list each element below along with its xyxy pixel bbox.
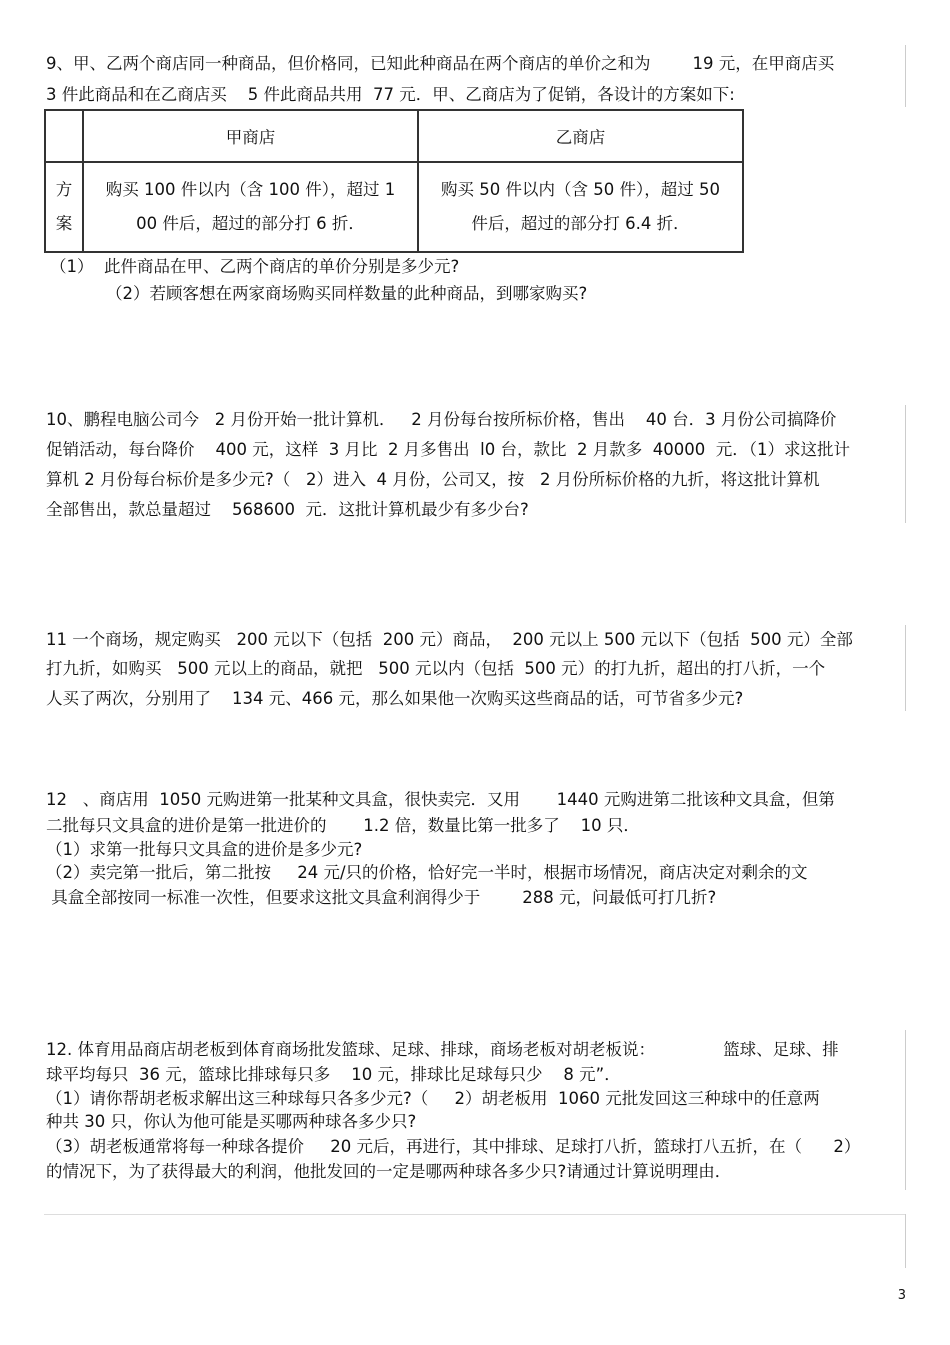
margin-rule xyxy=(905,1030,906,1190)
store-b-plan-line-2: 件后，超过的部分打 6.4 折． xyxy=(471,214,690,233)
q10-line-2: 促销活动，每台降价 400 元，这样 3 月比 2 月多售出 l0 台，款比 2 月款多 40000 元．（1）求这批计 xyxy=(46,440,850,459)
margin-rule xyxy=(905,1214,906,1268)
store-a-plan-line-2: 00 件后，超过的部分打 6 折． xyxy=(136,214,365,233)
q9-line-2: 3 件此商品和在乙商店买 5 件此商品共用 77 元．甲、乙商店为了促销，各设计的方案如下: xyxy=(46,85,735,104)
q12b-line-2: 球平均每只 36 元，篮球比排球每只多 10 元，排球比足球每只少 8 元”． xyxy=(46,1065,621,1084)
margin-rule xyxy=(905,45,906,107)
q12a-line-2: 二批每只文具盒的进价是第一批进价的 1.2 倍，数量比第一批多了 10 只． xyxy=(46,816,640,835)
q11-line-2: 打九折，如购买 500 元以上的商品，就把 500 元以内（包括 500 元）的打九折，超出的打八折，一个 xyxy=(46,659,826,678)
table-cell-store-b-plan xyxy=(418,162,743,252)
margin-rule xyxy=(905,625,906,711)
store-b-plan-line-1: 购买 50 件以内（含 50 件），超过 50 xyxy=(441,180,720,199)
q12b-line-3: （1）请你帮胡老板求解出这三种球每只各多少元?（ 2）胡老板用 1060 元批发回这三种球中的任意两 xyxy=(46,1089,820,1108)
q12b-line-6: 的情况下，为了获得最大的利润，他批发回的一定是哪两种球各多少只?请通过计算说明理由． xyxy=(46,1162,732,1181)
row-label-part-2: 案 xyxy=(55,214,73,233)
q12a-line-1: 12 、商店用 1050 元购进第一批某种文具盒，很快卖完．又用 1440 元购进第二批该种文具盒，但第 xyxy=(46,790,835,809)
q9-sub-question-1: （1） 此件商品在甲、乙两个商店的单价分别是多少元? xyxy=(50,257,460,276)
q9-sub-question-2: （2）若顾客想在两家商场购买同样数量的此种商品，到哪家购买? xyxy=(106,284,588,303)
promotion-plan-table xyxy=(44,109,744,253)
q12a-line-3: （1）求第一批每只文具盒的进价是多少元? xyxy=(46,840,363,859)
store-a-plan-line-1: 购买 100 件以内（含 100 件），超过 1 xyxy=(105,180,396,199)
q12a-line-4: （2）卖完第一批后，第二批按 24 元/只的价格，恰好完一半时，根据市场情况，商店决定对剩余的文 xyxy=(46,863,808,882)
q12b-line-1: 12. 体育用品商店胡老板到体育商场批发篮球、足球、排球，商场老板对胡老板说： 篮球、足球、排 xyxy=(46,1040,839,1059)
page-number: 3 xyxy=(897,1288,906,1303)
table-corner-cell xyxy=(45,110,83,162)
table-header-store-b: 乙商店 xyxy=(418,110,743,162)
table-header-store-a: 甲商店 xyxy=(83,110,418,162)
margin-rule xyxy=(905,405,906,523)
q11-line-3: 人买了两次，分别用了 134 元、466 元，那么如果他一次购买这些商品的话，可节省多少元? xyxy=(46,689,744,708)
table-cell-store-a-plan xyxy=(83,162,418,252)
q11-line-1: 11 一个商场，规定购买 200 元以下（包括 200 元）商品， 200 元以上 500 元以下（包括 500 元）全部 xyxy=(46,630,853,649)
q12b-line-5: （3）胡老板通常将每一种球各提价 20 元后，再进行，其中排球、足球打八折，篮球打八五折，在（ 2） xyxy=(46,1137,861,1156)
q9-line-1: 9、甲、乙两个商店同一种商品，但价格同，已知此种商品在两个商店的单价之和为 19 元，在甲商店买 xyxy=(46,54,835,73)
q10-line-4: 全部售出，款总量超过 568600 元．这批计算机最少有多少台? xyxy=(46,500,529,519)
q10-line-1: 10、鹏程电脑公司今 2 月份开始一批计算机． 2 月份每台按所标价格，售出 40 台．3 月份公司搞降价 xyxy=(46,410,837,429)
q12a-line-5: 具盒全部按同一标准一次性，但要求这批文具盒利润得少于 288 元，问最低可打几折? xyxy=(46,888,717,907)
q12b-line-4: 种共 30 只，你认为他可能是买哪两种球各多少只? xyxy=(46,1112,417,1131)
table-row-label xyxy=(45,162,83,252)
q10-line-3: 算机 2 月份每台标价是多少元?（ 2）进入 4 月份，公司又，按 2 月份所标价格的九折，将这批计算机 xyxy=(46,470,820,489)
footer-rule xyxy=(44,1214,906,1215)
row-label-part-1: 方 xyxy=(55,180,73,199)
